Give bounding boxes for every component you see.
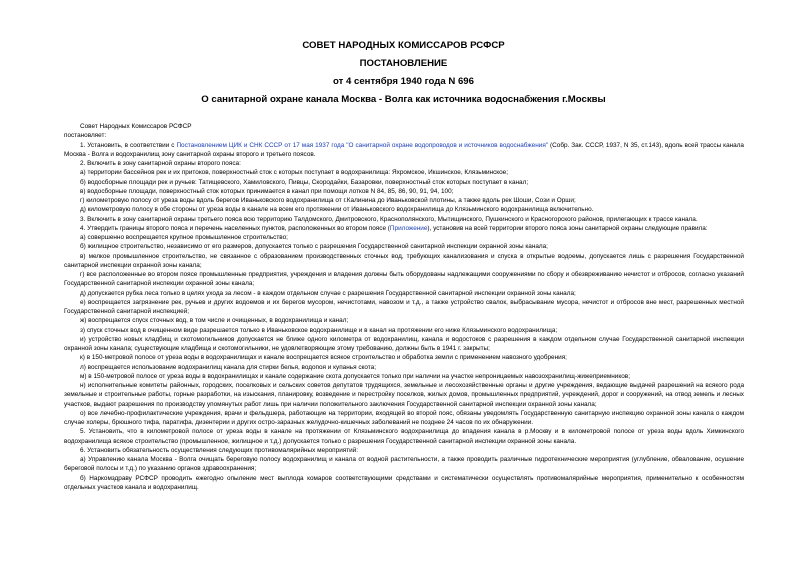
document-paragraph: [64, 289, 744, 298]
document-paragraph: [64, 187, 744, 196]
document-paragraph: [64, 141, 744, 160]
paragraph-text: к) в 150-метровой полосе от уреза воды в водохранилищах и канале воспрещается всякое строительство и обработка земли с применением навозного удобрения;: [80, 354, 567, 362]
document-paragraph: [64, 196, 744, 205]
paragraph-text: 1. Установить, в соответствии с: [80, 141, 177, 149]
document-paragraph: [64, 159, 744, 168]
paragraph-text: д) километровую полосу в обе стороны от уреза воды в канале на всем его протяжении от Иваньковского водохранилища до Клязьминского водохранилища включительно.: [80, 206, 594, 214]
paragraph-text: е) воспрещается загрязнение рек, ручьев и других водоемов и их берегов мусором, нечистотами, навозом и т.д., а также устройство свалок, выбрасывание мусора, нечистот и отбросов вне мест, разрешенных местной Государственной санитарной инспекцией;: [64, 298, 744, 315]
paragraph-text: л) воспрещается использование водохранилищ канала для стирки белья, водопоя и купанья скота;: [80, 363, 376, 371]
document-paragraph: [64, 353, 744, 362]
reference-link[interactable]: Приложение: [389, 224, 428, 232]
document-paragraph: [64, 409, 744, 428]
paragraph-text: б) жилищное строительство, независимо от его размеров, допускается только с разрешения Государственной санитарной инспекции охранной зоны канала;: [80, 243, 548, 251]
paragraph-text: а) Управлению канала Москва - Волга очищать береговую полосу водохранилищ и канала от водной растительности, а также проводить различные гидротехнические мероприятия (углубление, обвалование, осушение береговой полосы и т.д.) по указанию органов здравоохранения;: [64, 456, 744, 473]
document-paragraph: [64, 205, 744, 214]
document-paragraph: [64, 427, 744, 446]
document-paragraph: [64, 178, 744, 187]
paragraph-text: б) водосборные площади рек и ручьев: Татищевского, Хамиловского, Пивцы, Скородайки, Базаровки, поверхностный сток которых поступает в канал;: [80, 178, 529, 186]
paragraph-text: 3. Включить в зону санитарной охраны третьего пояса всю территорию Талдомского, Дмитровского, Краснополянского, Мытищинского, Пушкинского и Красногорского районов, прилегающих к трассе канала.: [80, 215, 698, 223]
document-paragraph: [64, 326, 744, 335]
document-paragraph: [64, 446, 744, 455]
paragraph-text: 6. Установить обязательность осуществления следующих противомалярийных мероприятий:: [80, 446, 359, 454]
document-date-number: от 4 сентября 1940 года N 696: [333, 76, 474, 87]
paragraph-text: 4. Утвердить границы второго пояса и перечень населенных пунктов, расположенных во втором поясе (: [80, 224, 390, 232]
document-paragraph: [64, 335, 744, 354]
document-paragraph: [64, 215, 744, 224]
document-paragraph: [64, 168, 744, 177]
paragraph-text: 5. Установить, что в километровой полосе от уреза воды в канале на протяжении от Клязьминского водохранилища до впадения канала в р.Москву и в километровой полосе от уреза воды вдоль Химкинского водохранилища всякое строительство (промышленное, жилищное и т.д.) допускается только с разрешения Государственной санитарной инспекции охранной зоны канала.: [64, 428, 744, 445]
paragraph-text: а) совершенно воспрещается крупное промышленное строительство;: [80, 234, 288, 241]
paragraph-text: о) все лечебно-профилактические учреждения, врачи и фельдшера, работающие на территории, входящей во второй пояс, обязаны уведомлять Государственную санитарную инспекцию охранной зоны канала о каждом случае холеры, брюшного тифа, паратифа, дизентерии и других остро-заразных желудочно-кишечных заболеваний не позднее 24 часов по их обнаружении.: [64, 409, 744, 426]
paragraph-text: а) территории бассейнов рек и их притоков, поверхностный сток с которых поступает в водохранилища: Яхромское, Икшинское, Клязьминское;: [80, 169, 509, 177]
issuing-authority: СОВЕТ НАРОДНЫХ КОМИССАРОВ РСФСР: [302, 40, 505, 51]
paragraph-text: г) все расположенные во втором поясе промышленные предприятия, учреждения и владения должны быть оборудованы надлежащими сооружениями по сбору и обезвреживанию нечистот и отбросов, согласно указаний Государственной санитарной инспекции охранной зоны канала;: [64, 271, 744, 288]
document-type: ПОСТАНОВЛЕНИЕ: [359, 58, 448, 69]
document-paragraph: [64, 270, 744, 289]
paragraph-text: з) спуск сточных вод в очищенном виде разрешается только в Иваньковское водохранилище и в канал на протяжении его ниже Клязьминского водохранилища;: [80, 326, 558, 334]
document-paragraph: [64, 455, 744, 474]
paragraph-text: н) исполнительные комитеты районных, городских, поселковых и сельских советов депутатов трудящихся, земельные и лесохозяйственные органы и другие учреждения, ведающие выдачей разрешений на всякого рода земельные и строительные работы, горные разработки, на изыскания, планировку, возведение и перестройку поселков, жилых домов, промышленных предприятий, учреждений, дорог и сооружений, на отвод земель и лесных участков, выдают разрешения по производству упомянутых работ лишь при наличии положительного заключения Государственной санитарной инспекции охранной зоны канала;: [64, 382, 744, 408]
paragraph-text: ), установив на всей территории второго пояса зоны санитарной охраны следующие правила:: [427, 224, 708, 232]
document-title: О санитарной охране канала Москва - Волга как источника водоснабжения г.Москвы: [201, 94, 606, 105]
document-paragraph: [64, 316, 744, 325]
document-paragraph: [64, 298, 744, 317]
paragraph-text: (Собр. Зак. СССР, 1937, N 35, ст.143), вдоль всей трассы канала Москва - Волга и водохранилищ зону санитарной охраны второго и третьего поясов.: [64, 141, 744, 158]
paragraph-text: в) мелкое промышленное строительство, не связанное с образованием производственных сточных вод, требующих канализования и спуска в открытые водоемы, допускается лишь с разрешения Государственной санитарной инспекции охранной зоны канала;: [64, 252, 744, 269]
document-paragraph: [64, 252, 744, 271]
document-paragraph: [64, 474, 744, 493]
decides-line: постановляет:: [64, 132, 107, 140]
reference-link[interactable]: Постановлением ЦИК и СНК СССР от 17 мая 1937 года "О санитарной охране водопроводов и источников водоснабжения": [176, 141, 549, 149]
document-paragraph: [64, 363, 744, 372]
paragraph-text: г) километровую полосу от уреза воды вдоль берегов Иваньковского водохранилища от г.Калинина до Иваньковской плотины, а также вдоль рек Шоши, Сози и Орши;: [80, 197, 576, 204]
document-paragraph: [64, 224, 744, 233]
paragraph-text: в) водосборные площади, поверхностный сток которых принимается в канал при помощи лотков N 84, 85, 86, 90, 91, 94, 100;: [80, 187, 454, 195]
issuer-line: Совет Народных Комиссаров РСФСР: [80, 123, 192, 130]
document-paragraph: [64, 381, 744, 409]
document-paragraph: [64, 372, 744, 381]
paragraph-text: м) в 150-метровой полосе от уреза воды в водохранилищах и канале содержание скота допускается только при наличии на участке непроницаемых навозохранилищ-жижеприемников;: [80, 372, 630, 380]
document-paragraph: [64, 233, 744, 242]
paragraph-text: ж) воспрещается спуск сточных вод, в том числе и очищенных, в водохранилища и канал;: [80, 317, 349, 325]
paragraph-list: [64, 141, 744, 493]
paragraph-text: д) допускается рубка леса только в целях ухода за лесом - в каждом отдельном случае с разрешения Государственной санитарной инспекции охранной зоны канала;: [80, 289, 576, 297]
document-body: [64, 122, 744, 492]
paragraph-text: б) Наркомздраву РСФСР проводить ежегодно опыление мест выплода комаров соответствующими средствами и систематически осуществлять противомалярийные мероприятия, применительно к особенностям отдельных участков канала и водохранилищ.: [64, 474, 744, 491]
paragraph-text: 2. Включить в зону санитарной охраны второго пояса:: [80, 160, 241, 167]
document-paragraph: [64, 242, 744, 251]
paragraph-text: и) устройство новых кладбищ и скотомогильников допускается не ближе одного километра от водохранилищ, канала и водостоков с разрешения в каждом отдельном случае Государственной санитарной инспекции охранной зоны канала; существующие кладбища и скотомогильники, не удовлетворяющие этому требованию, должны быть в 1941 г. закрыты;: [64, 335, 744, 352]
